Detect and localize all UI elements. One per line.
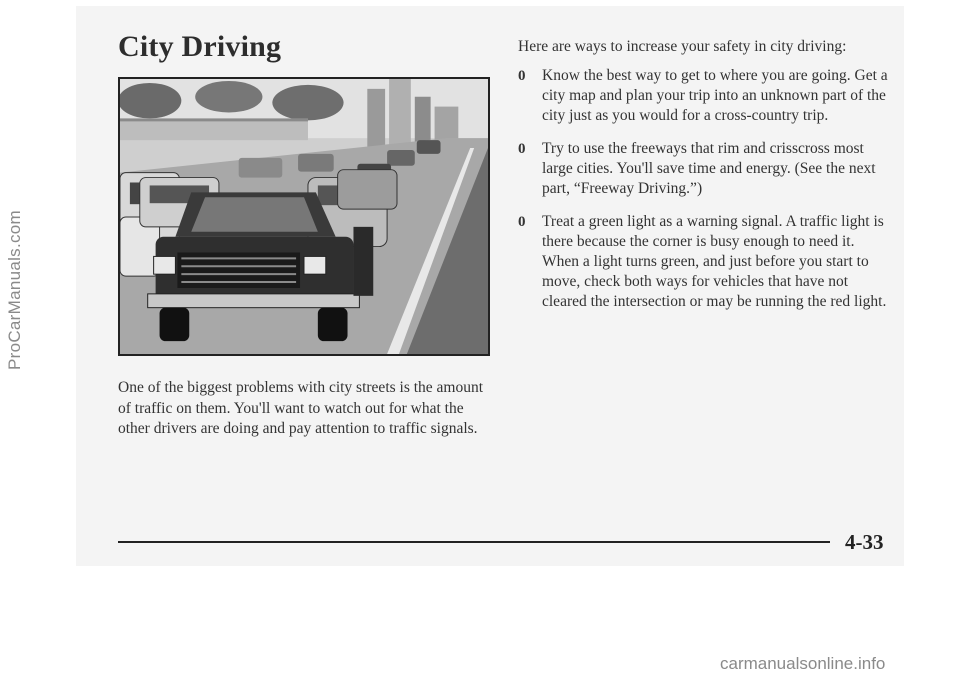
- traffic-jam-illustration: [118, 77, 490, 356]
- page-number: 4-33: [845, 530, 884, 554]
- bullet-mark: 0: [518, 141, 526, 157]
- bullet-mark: 0: [518, 214, 526, 230]
- page-title: City Driving: [118, 30, 282, 63]
- list-item-text: Treat a green light as a warning signal. A traffic light is there because the corner is busy enough to need it. When a light turns green, and just before you start to move, check both ways for vehicles that have not cleared the intersection or may be running the red light.: [542, 213, 887, 310]
- list-item: [518, 212, 894, 312]
- list-item-text: Know the best way to get to where you are going. Get a city map and plan your trip into an unknown part of the city just as you would for a cross-country trip.: [542, 67, 888, 124]
- traffic-jam-drawing: [120, 79, 488, 354]
- safety-tips-list: [518, 66, 894, 325]
- side-watermark-text: ProCarManuals.com: [5, 209, 25, 371]
- footer-rule: [118, 541, 830, 543]
- side-watermark: [2, 130, 28, 450]
- bottom-watermark: carmanualsonline.info: [720, 654, 886, 673]
- list-item: [518, 139, 894, 199]
- bullet-mark: 0: [518, 68, 526, 84]
- safety-tips-intro: Here are ways to increase your safety in city driving:: [518, 38, 847, 55]
- intro-paragraph: One of the biggest problems with city streets is the amount of traffic on them. You'll want to watch out for what the other drivers are doing and pay attention to traffic signals.: [118, 379, 484, 437]
- list-item-text: Try to use the freeways that rim and crisscross most large cities. You'll save time and energy. (See the next part, “Freeway Driving.”): [542, 140, 876, 197]
- list-item: [518, 66, 894, 126]
